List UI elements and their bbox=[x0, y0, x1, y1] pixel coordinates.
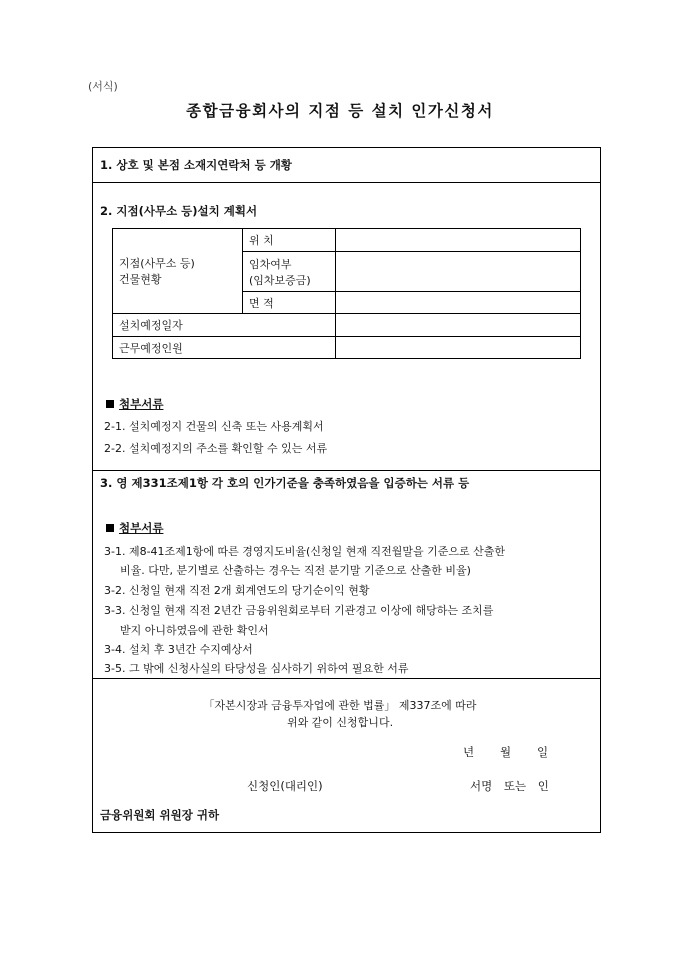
list-item: 3-2. 신청일 현재 직전 2개 회계연도의 당기순이익 현황 bbox=[104, 584, 370, 597]
square-bullet-icon bbox=[106, 524, 114, 532]
list-item: 비율. 다만, 분기별로 산출하는 경우는 직전 분기말 기준으로 산출한 비율) bbox=[120, 564, 471, 577]
list-item: 받지 아니하였음에 관한 확인서 bbox=[120, 624, 269, 637]
staff-label: 근무예정인원 bbox=[113, 337, 336, 359]
list-item: 3-4. 설치 후 3년간 수지예상서 bbox=[104, 643, 253, 656]
divider-section3 bbox=[92, 678, 601, 679]
list-item: 3-1. 제8-41조제1항에 따른 경영지도비율(신청일 현재 직전월말을 기준으로 산출한 bbox=[104, 545, 505, 558]
divider-section1 bbox=[92, 182, 601, 183]
section2-attachments-heading: 첨부서류 bbox=[106, 396, 163, 412]
addressee: 금융위원회 위원장 귀하 bbox=[100, 808, 220, 822]
attachment-item: 2-2. 설치예정지의 주소를 확인할 수 있는 서류 bbox=[104, 442, 328, 455]
form-label: (서식) bbox=[88, 80, 118, 93]
date-month-label: 월 bbox=[500, 745, 512, 759]
location-value[interactable] bbox=[336, 229, 581, 252]
section1-heading: 1. 상호 및 본점 소재지연락처 등 개황 bbox=[100, 158, 292, 172]
install-date-value[interactable] bbox=[336, 314, 581, 337]
section2-heading: 2. 지점(사무소 등)설치 계획서 bbox=[100, 204, 258, 218]
building-plan-table bbox=[112, 228, 581, 359]
attachment-item: 2-1. 설치예정지 건물의 신축 또는 사용계획서 bbox=[104, 420, 324, 433]
install-date-label: 설치예정일자 bbox=[113, 314, 336, 337]
area-value[interactable] bbox=[336, 292, 581, 314]
page-title: 종합금융회사의 지점 등 설치 인가신청서 bbox=[186, 101, 494, 120]
square-bullet-icon bbox=[106, 400, 114, 408]
signature-label: 서명 또는 인 bbox=[470, 779, 549, 793]
area-label: 면 적 bbox=[243, 292, 336, 314]
date-year-label: 년 bbox=[463, 745, 475, 759]
building-status-label: 지점(사무소 등) 건물현황 bbox=[113, 229, 243, 314]
section3-heading: 3. 영 제331조제1항 각 호의 인가기준을 충족하였음을 입증하는 서류 등 bbox=[100, 476, 470, 490]
list-item: 3-5. 그 밖에 신청사실의 타당성을 심사하기 위하여 필요한 서류 bbox=[104, 662, 409, 675]
declaration-line1: 「자본시장과 금융투자업에 관한 법률」 제337조에 따라 bbox=[203, 699, 477, 712]
divider-section2 bbox=[92, 470, 601, 471]
date-day-label: 일 bbox=[537, 745, 549, 759]
staff-value[interactable] bbox=[336, 337, 581, 359]
section3-attachments-heading: 첨부서류 bbox=[106, 520, 163, 536]
applicant-label: 신청인(대리인) bbox=[247, 779, 323, 793]
list-item: 3-3. 신청일 현재 직전 2년간 금융위원회로부터 기관경고 이상에 해당하는 조치를 bbox=[104, 604, 494, 617]
lease-label: 임차여부 (임차보증금) bbox=[243, 252, 336, 292]
location-label: 위 치 bbox=[243, 229, 336, 252]
declaration-line2: 위와 같이 신청합니다. bbox=[286, 716, 394, 729]
lease-value[interactable] bbox=[336, 252, 581, 292]
